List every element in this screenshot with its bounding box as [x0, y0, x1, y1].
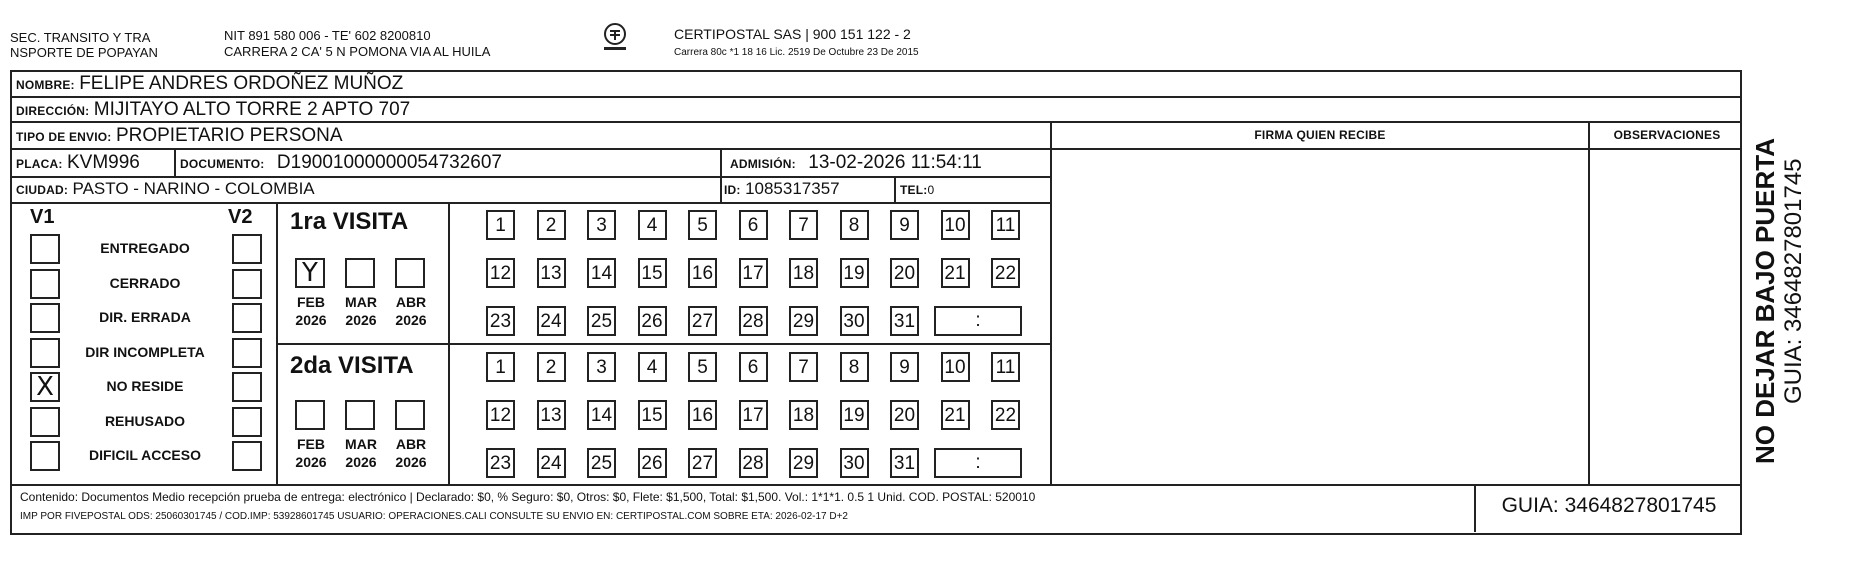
status-label: DIR. ERRADA	[99, 309, 191, 325]
status-label: REHUSADO	[104, 412, 186, 429]
v1-label: V1	[30, 206, 55, 228]
status-label: DIFICIL ACCESO	[88, 447, 201, 463]
v1-checkbox[interactable]	[30, 338, 60, 368]
month-year: 2026	[345, 312, 377, 328]
month-mark: Y	[302, 258, 318, 288]
id-value: 1085317357	[745, 179, 840, 198]
admission-value: 13-02-2026 11:54:11	[808, 152, 982, 173]
day-box[interactable]: 12	[486, 400, 515, 430]
status-label: ENTREGADO	[100, 240, 190, 256]
day-box[interactable]: 26	[638, 306, 667, 336]
visit1-title: 1ra VISITA	[290, 208, 409, 235]
month-label: MAR	[345, 436, 377, 452]
v2-checkbox[interactable]	[232, 372, 262, 402]
company-sub: Carrera 80c *1 18 16 Lic. 2519 De Octubre 23 De 2015	[674, 47, 919, 58]
day-box[interactable]: 3	[587, 352, 616, 382]
type-row	[16, 125, 343, 147]
day-box[interactable]: 15	[638, 400, 667, 430]
day-box[interactable]: 31	[890, 306, 919, 336]
day-box[interactable]: 4	[638, 352, 667, 382]
v1-checkbox[interactable]	[30, 303, 60, 333]
plate-field	[16, 152, 140, 174]
day-box[interactable]: 23	[486, 306, 515, 336]
day-box[interactable]: 4	[638, 210, 667, 240]
day-box[interactable]: 25	[587, 306, 616, 336]
shipment-type: PROPIETARIO PERSONA	[115, 125, 343, 146]
day-box[interactable]: 24	[537, 448, 566, 478]
month-checkbox[interactable]	[295, 400, 325, 430]
day-box[interactable]: 15	[638, 258, 667, 288]
recipient-name: FELIPE ANDRES ORDOÑEZ MUÑOZ	[79, 73, 404, 94]
address-line: CARRERA 2 CA' 5 N POMONA VIA AL HUILA	[224, 44, 491, 59]
month-year: 2026	[345, 454, 377, 470]
footer-print-line: IMP POR FIVEPOSTAL ODS: 25060301745 / COD.IMP: 53928601745 USUARIO: OPERACIONES.CALI CONSULTE SU ENVIO EN: CERTIPOSTAL.COM SOBRE ETA: 2026-02-17 D+2	[20, 511, 848, 522]
admission-label: ADMISIÓN:	[730, 157, 796, 171]
signature-label: FIRMA QUIEN RECIBE	[1254, 128, 1386, 142]
day-box[interactable]: 11	[991, 352, 1020, 382]
day-box[interactable]: 8	[840, 352, 869, 382]
plate-label: PLACA:	[16, 157, 63, 171]
v2-checkbox[interactable]	[232, 234, 262, 264]
tel-field	[900, 181, 934, 199]
footer-guia: GUIA: 3464827801745	[1501, 494, 1717, 517]
month-checkbox[interactable]	[345, 258, 375, 288]
day-box[interactable]: 12	[486, 258, 515, 288]
certipostal-logo-icon	[602, 22, 628, 48]
document-field	[180, 152, 502, 174]
time-field[interactable]: :	[934, 448, 1022, 478]
day-box[interactable]: 5	[688, 210, 717, 240]
day-box[interactable]: 28	[739, 306, 768, 336]
v1-checkbox[interactable]	[30, 407, 60, 437]
v2-checkbox[interactable]	[232, 269, 262, 299]
day-box[interactable]: 6	[739, 210, 768, 240]
day-box[interactable]: 1	[486, 352, 515, 382]
day-box[interactable]: 14	[587, 258, 616, 288]
name-label: NOMBRE:	[16, 78, 75, 92]
day-box[interactable]: 16	[688, 258, 717, 288]
no-dejar-notice: NO DEJAR BAJO PUERTA	[1750, 137, 1780, 464]
address-label: DIRECCIÓN:	[16, 104, 90, 118]
day-box[interactable]: 29	[789, 448, 818, 478]
day-box[interactable]: 9	[890, 210, 919, 240]
day-box[interactable]: 29	[789, 306, 818, 336]
day-box[interactable]: 30	[840, 448, 869, 478]
observations-label: OBSERVACIONES	[1613, 128, 1721, 142]
day-box[interactable]: 10	[941, 210, 970, 240]
visit2-title: 2da VISITA	[290, 352, 414, 379]
admission-field	[730, 152, 982, 174]
day-box[interactable]: 20	[890, 400, 919, 430]
day-box[interactable]: 1	[486, 210, 515, 240]
day-box[interactable]: 13	[537, 258, 566, 288]
day-box[interactable]: 6	[739, 352, 768, 382]
v2-checkbox[interactable]	[232, 303, 262, 333]
type-label: TIPO DE ENVIO:	[16, 130, 112, 144]
day-box[interactable]: 19	[840, 258, 869, 288]
time-field[interactable]: :	[934, 306, 1022, 336]
nit-line: NIT 891 580 006 - TE' 602 8200810	[224, 28, 431, 43]
status-label: DIR INCOMPLETA	[85, 343, 205, 360]
month-checkbox[interactable]	[345, 400, 375, 430]
day-box[interactable]: 22	[991, 400, 1020, 430]
day-box[interactable]: 8	[840, 210, 869, 240]
month-year: 2026	[395, 312, 427, 328]
day-box[interactable]: 18	[789, 400, 818, 430]
tel-value: 0	[927, 183, 935, 197]
side-guia: GUIA: 3464827801745	[1780, 158, 1807, 404]
name-row	[16, 73, 403, 95]
v2-checkbox[interactable]	[232, 338, 262, 368]
id-field	[724, 179, 840, 199]
document-value: D19001000000054732607	[276, 152, 502, 173]
day-box[interactable]: 25	[587, 448, 616, 478]
day-box[interactable]: 2	[537, 352, 566, 382]
day-box[interactable]: 26	[638, 448, 667, 478]
day-box[interactable]: 16	[688, 400, 717, 430]
day-box[interactable]: 30	[840, 306, 869, 336]
v1-checkbox[interactable]	[30, 269, 60, 299]
footer-content-line: Contenido: Documentos Medio recepción prueba de entrega: electrónico | Declarado: $0, % Seguro: $0, Otros: $0, Flete: $1,500, Total: $1,500. Vol.: 1*1*1. 0.5 1 Unid. COD. POSTAL: 520010	[20, 490, 1036, 504]
day-box[interactable]: 13	[537, 400, 566, 430]
sender-line-1: SEC. TRANSITO Y TRA	[10, 30, 151, 45]
month-year: 2026	[395, 454, 427, 470]
v1-checkmark: X	[36, 372, 54, 402]
recipient-address: MIJITAYO ALTO TORRE 2 APTO 707	[93, 99, 411, 120]
day-box[interactable]: 19	[840, 400, 869, 430]
id-label: ID:	[724, 183, 741, 197]
v2-checkbox[interactable]	[232, 441, 262, 471]
day-box[interactable]: 14	[587, 400, 616, 430]
day-box[interactable]: 7	[789, 210, 818, 240]
month-label: FEB	[297, 436, 325, 452]
v2-label: V2	[228, 206, 253, 228]
month-year: 2026	[295, 454, 327, 470]
day-box[interactable]: 20	[890, 258, 919, 288]
day-box[interactable]: 7	[789, 352, 818, 382]
city-value: PASTO - NARINO - COLOMBIA	[72, 179, 315, 198]
v1-checkbox[interactable]	[30, 372, 60, 402]
month-year: 2026	[295, 312, 327, 328]
v2-checkbox[interactable]	[232, 407, 262, 437]
v1-checkbox[interactable]	[30, 441, 60, 471]
day-box[interactable]: 27	[688, 306, 717, 336]
day-box[interactable]: 28	[739, 448, 768, 478]
v1-checkbox[interactable]	[30, 234, 60, 264]
city-label: CIUDAD:	[16, 183, 69, 197]
month-label: MAR	[345, 294, 377, 310]
day-box[interactable]: 3	[587, 210, 616, 240]
day-box[interactable]: 31	[890, 448, 919, 478]
address-row	[16, 99, 410, 121]
day-box[interactable]: 23	[486, 448, 515, 478]
month-checkbox[interactable]	[395, 258, 425, 288]
company-name: CERTIPOSTAL SAS | 900 151 122 - 2	[674, 26, 911, 42]
day-box[interactable]: 27	[688, 448, 717, 478]
day-box[interactable]: 10	[941, 352, 970, 382]
document-label: DOCUMENTO:	[180, 157, 265, 171]
day-box[interactable]: 21	[941, 258, 970, 288]
status-label: NO RESIDE	[106, 378, 184, 394]
sender-line-2: NSPORTE DE POPAYAN	[10, 45, 158, 60]
day-box[interactable]: 11	[991, 210, 1020, 240]
day-box[interactable]: 5	[688, 352, 717, 382]
day-box[interactable]: 17	[739, 400, 768, 430]
month-checkbox[interactable]	[395, 400, 425, 430]
day-box[interactable]: 18	[789, 258, 818, 288]
tel-label: TEL:	[900, 183, 928, 197]
day-box[interactable]: 9	[890, 352, 919, 382]
plate-value: KVM996	[66, 152, 140, 173]
day-box[interactable]: 24	[537, 306, 566, 336]
city-field	[16, 179, 315, 199]
day-box[interactable]: 21	[941, 400, 970, 430]
month-label: ABR	[395, 294, 427, 310]
day-box[interactable]: 2	[537, 210, 566, 240]
day-box[interactable]: 17	[739, 258, 768, 288]
status-label: CERRADO	[109, 274, 181, 291]
month-checkbox[interactable]	[295, 258, 325, 288]
month-label: FEB	[297, 294, 325, 310]
day-box[interactable]: 22	[991, 258, 1020, 288]
month-label: ABR	[395, 436, 427, 452]
